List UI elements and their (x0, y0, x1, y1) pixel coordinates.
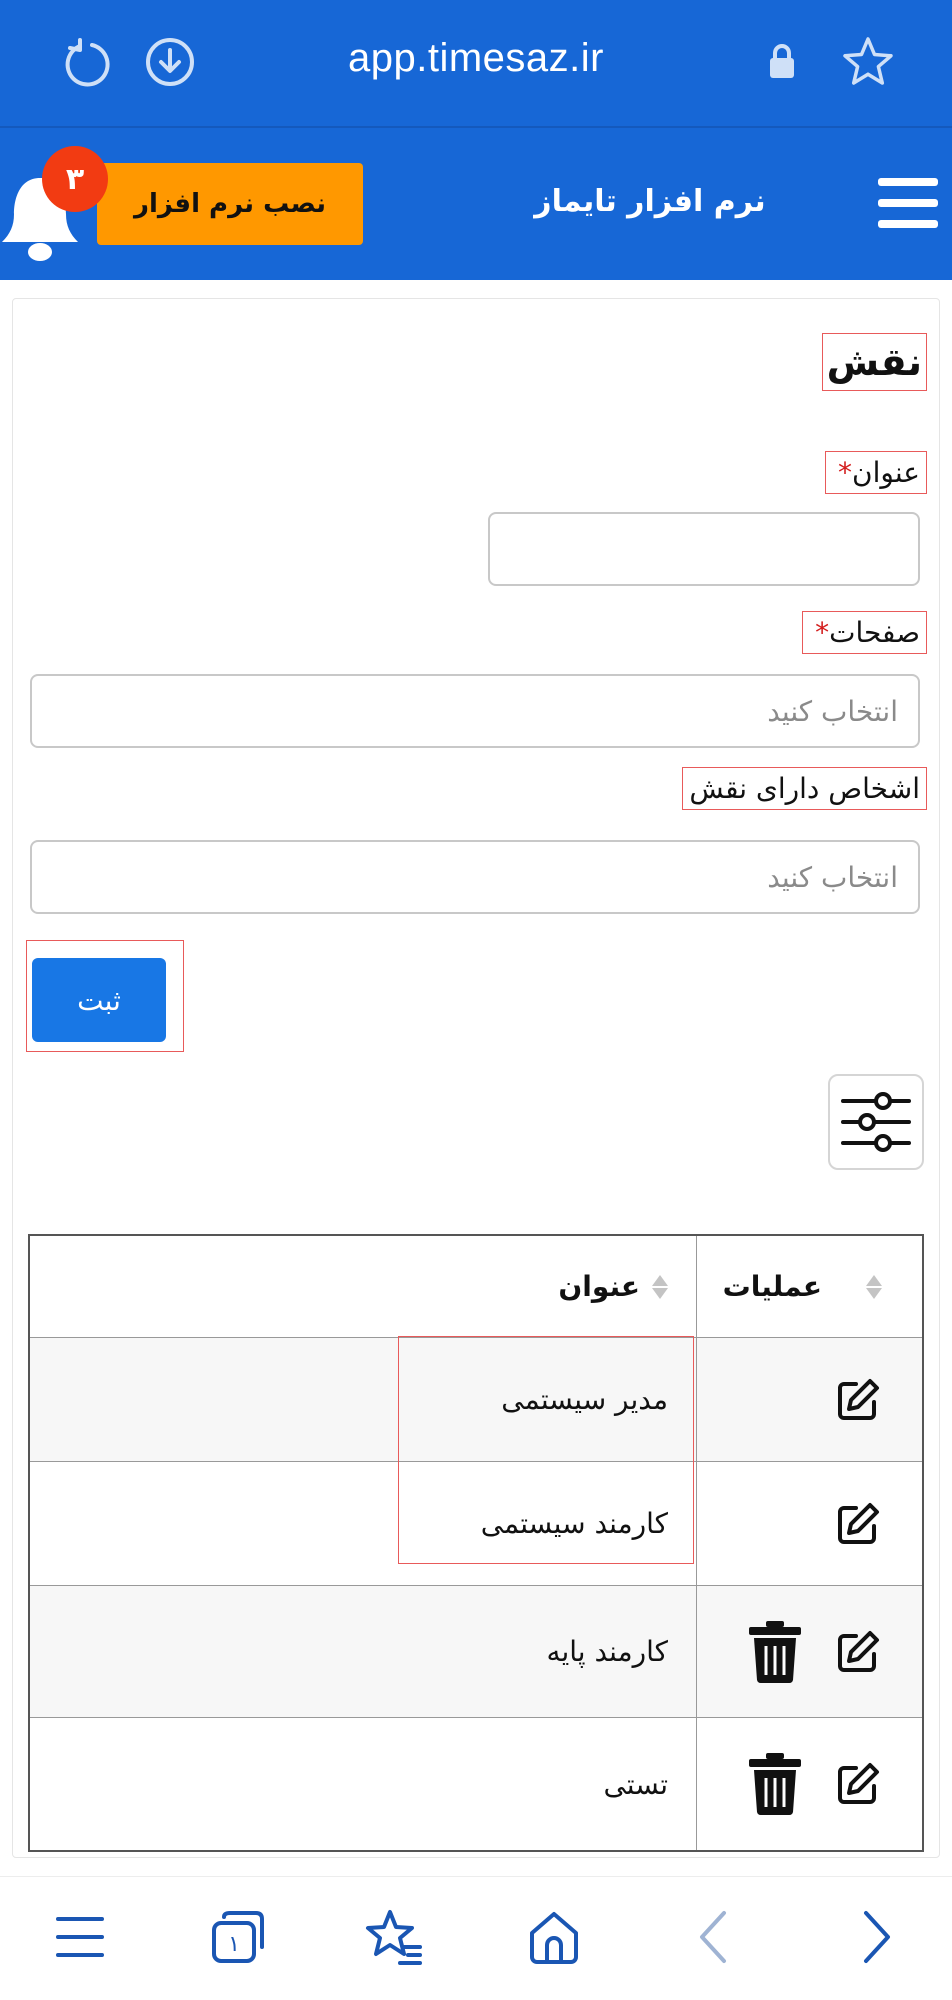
forward-icon[interactable] (846, 1907, 906, 1967)
home-icon[interactable] (524, 1907, 584, 1967)
people-field-label: اشخاص دارای نقش (683, 768, 926, 809)
pages-field-label (803, 612, 926, 653)
app-header (0, 128, 952, 280)
edit-icon[interactable] (834, 1500, 882, 1548)
table-row (30, 1462, 922, 1586)
required-mark: * (815, 616, 830, 649)
people-select[interactable]: انتخاب کنید (30, 840, 920, 914)
table-row (30, 1338, 922, 1462)
page-title: نقش (823, 334, 926, 390)
row-title: تستی (603, 1767, 668, 1801)
header-operations-label: عملیات (722, 1270, 822, 1303)
install-app-button[interactable]: نصب نرم افزار (97, 163, 363, 245)
submit-button[interactable]: ثبت (32, 958, 166, 1042)
title-input[interactable] (488, 512, 920, 586)
pages-label-text: صفحات (829, 616, 920, 649)
notification-badge: ۳ (42, 146, 108, 212)
menu-icon[interactable] (50, 1907, 110, 1967)
lock-icon (766, 42, 798, 82)
required-mark: * (838, 456, 853, 489)
table-header-row (30, 1236, 922, 1338)
sort-icon (866, 1275, 882, 1299)
header-title[interactable] (30, 1236, 696, 1337)
tab-count: ۱ (228, 1932, 240, 1957)
browser-toolbar (0, 0, 952, 126)
row-operations (696, 1586, 922, 1717)
bookmarks-icon[interactable] (364, 1907, 424, 1967)
table-row (30, 1586, 922, 1718)
trash-icon[interactable] (748, 1620, 802, 1684)
header-operations[interactable] (696, 1236, 922, 1337)
edit-icon[interactable] (834, 1376, 882, 1424)
sort-icon (652, 1275, 668, 1299)
url-text[interactable]: app.timesaz.ir (348, 36, 604, 80)
pages-select[interactable]: انتخاب کنید (30, 674, 920, 748)
title-label-text: عنوان (852, 456, 920, 489)
filter-icon (841, 1089, 911, 1155)
back-icon[interactable] (684, 1907, 744, 1967)
browser-bottom-nav (0, 1876, 952, 2000)
menu-icon[interactable] (878, 178, 938, 228)
row-title: مدیر سیستمی (501, 1383, 668, 1416)
tabs-icon[interactable] (208, 1907, 268, 1967)
row-operations (696, 1338, 922, 1461)
roles-table (28, 1234, 924, 1852)
row-operations (696, 1718, 922, 1850)
app-title: نرم افزار تایماز (534, 184, 766, 219)
edit-icon[interactable] (834, 1760, 882, 1808)
header-title-label: عنوان (558, 1270, 640, 1303)
star-icon[interactable] (840, 34, 896, 90)
row-title: کارمند پایه (546, 1635, 668, 1668)
filter-button[interactable] (828, 1074, 924, 1170)
title-field-label (826, 452, 926, 493)
edit-icon[interactable] (834, 1628, 882, 1676)
table-row (30, 1718, 922, 1850)
trash-icon[interactable] (748, 1752, 802, 1816)
row-operations (696, 1462, 922, 1585)
row-title: کارمند سیستمی (480, 1507, 668, 1540)
